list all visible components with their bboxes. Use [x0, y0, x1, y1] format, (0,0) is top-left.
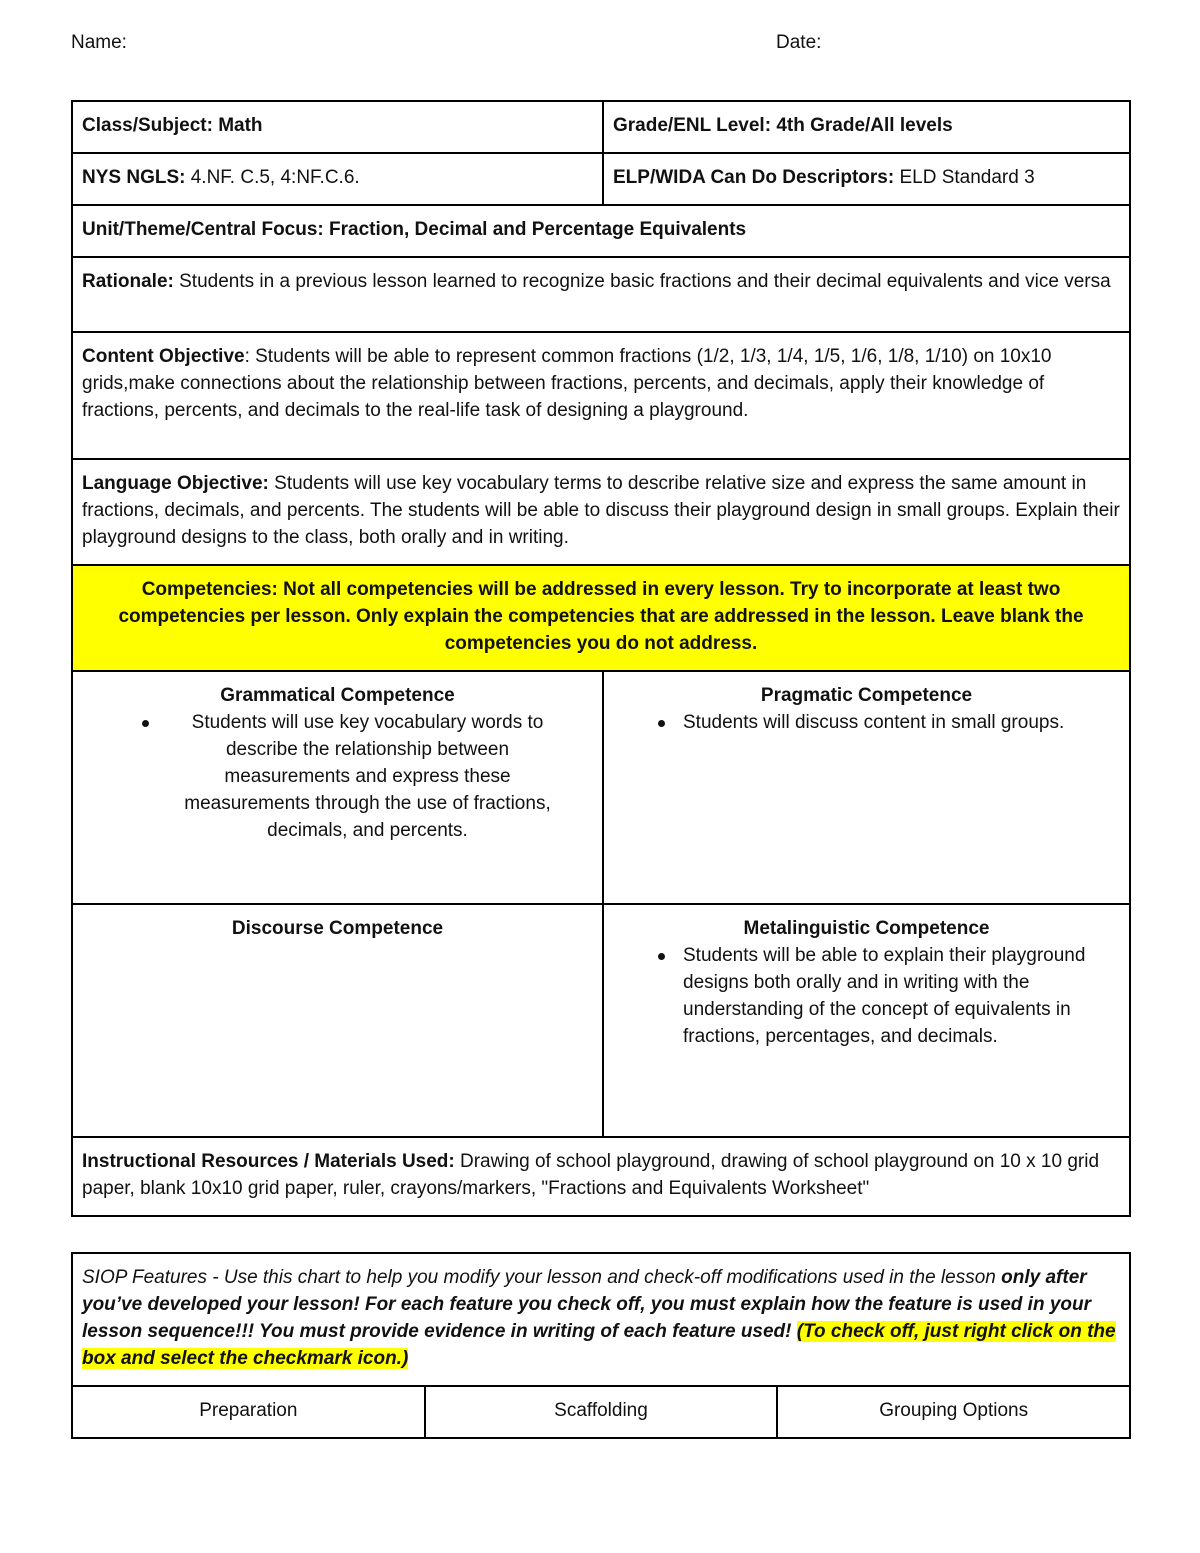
grammatical-competence-text: Students will use key vocabulary words to describe the relationship between measurements and express these measurements through the use of fractions, decimals, and percents.	[184, 711, 551, 841]
elp-cell	[603, 153, 1130, 205]
resources-cell	[72, 1137, 1130, 1216]
siop-intro-row	[72, 1253, 1130, 1386]
language-objective-label: Language Objective:	[82, 472, 269, 494]
grammatical-competence-cell	[72, 671, 603, 904]
rationale-text: Students in a previous lesson learned to recognize basic fractions and their decimal equivalents and vice versa	[173, 270, 1111, 292]
siop-column-grouping-options: Grouping Options	[777, 1386, 1130, 1438]
bullet-icon	[658, 720, 665, 727]
standards-row	[72, 153, 1130, 205]
pragmatic-competence-title: Pragmatic Competence	[760, 684, 973, 706]
competencies-row-2	[72, 904, 1130, 1137]
list-item	[613, 943, 1120, 1051]
pragmatic-competence-cell	[603, 671, 1130, 904]
siop-column-scaffolding: Scaffolding	[425, 1386, 778, 1438]
discourse-competence-title: Discourse Competence	[231, 917, 444, 939]
siop-columns-row	[72, 1386, 1130, 1438]
metalinguistic-competence-text: Students will be able to explain their playground designs both orally and in writing with the understanding of the concept of equivalents in fractions, percentages, and decimals.	[683, 944, 1086, 1047]
content-objective-cell	[72, 332, 1130, 459]
discourse-competence-cell	[72, 904, 603, 1137]
elp-label: ELP/WIDA Can Do Descriptors:	[613, 166, 895, 188]
rationale-label: Rationale:	[82, 270, 174, 292]
competencies-row-1	[72, 671, 1130, 904]
bullet-icon	[658, 953, 665, 960]
list-item	[613, 710, 1120, 737]
competencies-note: Competencies: Not all competencies will be addressed in every lesson. Try to incorporate at least two competencies per lesson. Only explain the competencies that are addressed in the lesson. Leave blank the competencies you do not address.	[72, 565, 1130, 671]
resources-label: Instructional Resources / Materials Used:	[82, 1150, 455, 1172]
date-label: Date:	[776, 32, 822, 53]
siop-intro-cell	[72, 1253, 1130, 1386]
content-objective-text: : Students will be able to represent common fractions (1/2, 1/3, 1/4, 1/5, 1/6, 1/8, 1/10) on 10x10 grids,make connections about the relationship between fractions, percents, and decimals, apply their knowledge of fractions, percents, and decimals to the real-life task of designing a playground.	[82, 345, 1052, 421]
competencies-note-row	[72, 565, 1130, 671]
grade-level-cell: Grade/ENL Level: 4th Grade/All levels	[603, 101, 1130, 153]
class-subject-cell: Class/Subject: Math	[72, 101, 603, 153]
language-objective-cell	[72, 459, 1130, 565]
resources-text: Drawing of school playground, drawing of school playground on 10 x 10 grid paper, blank 10x10 grid paper, ruler, crayons/markers, "Fractions and Equivalents Worksheet"	[82, 1150, 1100, 1199]
pragmatic-competence-text: Students will discuss content in small groups.	[683, 711, 1065, 733]
list-item	[82, 710, 593, 845]
ngls-label: NYS NGLS:	[82, 166, 186, 188]
ngls-cell	[72, 153, 603, 205]
metalinguistic-competence-list	[613, 943, 1120, 1051]
rationale-row	[72, 257, 1130, 332]
content-objective-row	[72, 332, 1130, 459]
language-objective-row	[72, 459, 1130, 565]
lesson-plan-table	[71, 100, 1131, 1217]
bullet-icon	[142, 720, 149, 727]
siop-features-table	[71, 1252, 1131, 1439]
unit-row	[72, 205, 1130, 257]
content-objective-label: Content Objective	[82, 345, 245, 367]
grammatical-competence-title: Grammatical Competence	[220, 684, 455, 706]
metalinguistic-competence-title: Metalinguistic Competence	[743, 917, 990, 939]
language-objective-text: Students will use key vocabulary terms to describe relative size and express the same amount in fractions, decimals, and percents. The students will be able to discuss their playground design in small groups. Explain their playground designs to the class, both orally and in writing.	[82, 472, 1120, 548]
siop-intro-bold: only after you’ve developed your lesson! For each feature you check off, you must explain how the feature is used in your lesson sequence!!! You must provide evidence in writing of each feature used!	[82, 1267, 1092, 1342]
siop-column-preparation: Preparation	[72, 1386, 425, 1438]
siop-intro-highlight: (To check off, just right click on the box and select the checkmark icon.)	[82, 1320, 1116, 1369]
class-grade-row	[72, 101, 1130, 153]
siop-intro-plain: SIOP Features - Use this chart to help you modify your lesson and check-off modifications used in the lesson	[82, 1267, 1002, 1288]
name-label: Name:	[71, 32, 127, 53]
grammatical-competence-list	[82, 710, 593, 845]
elp-value: ELD Standard 3	[894, 166, 1035, 188]
rationale-cell	[72, 257, 1130, 332]
ngls-value: 4.NF. C.5, 4:NF.C.6.	[185, 166, 360, 188]
pragmatic-competence-list	[613, 710, 1120, 737]
resources-row	[72, 1137, 1130, 1216]
unit-focus-cell: Unit/Theme/Central Focus: Fraction, Decimal and Percentage Equivalents	[72, 205, 1130, 257]
metalinguistic-competence-cell	[603, 904, 1130, 1137]
